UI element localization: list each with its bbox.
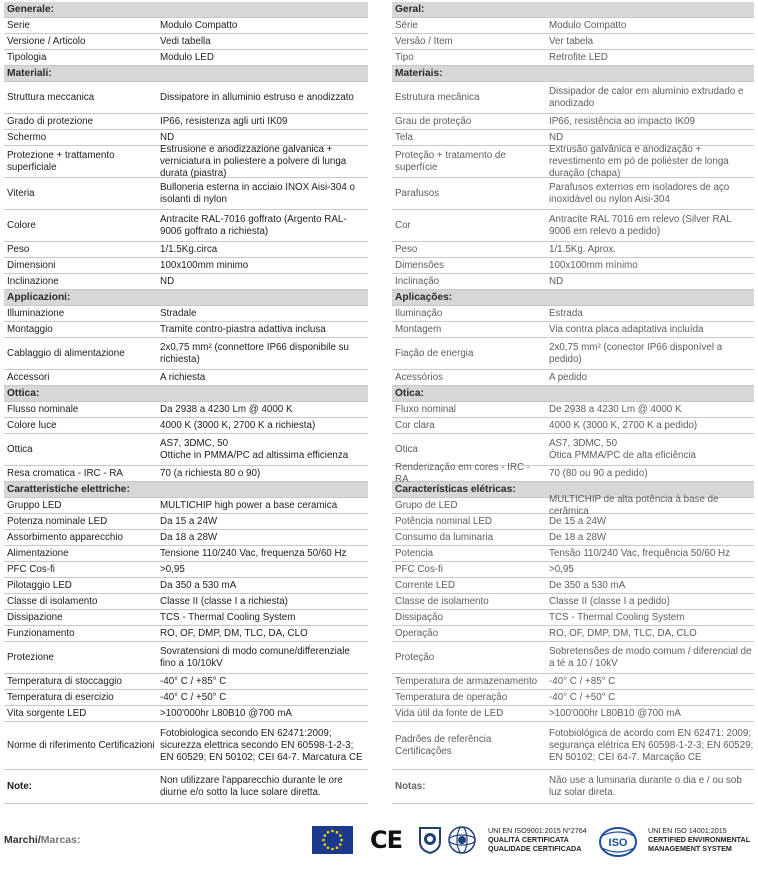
spec-label: Temperatura de operação — [395, 691, 508, 703]
spec-value: De 2938 a 4230 Lm @ 4000 K — [549, 403, 682, 415]
spec-row — [4, 626, 368, 642]
spec-value: Classe II (classe I a richiesta) — [160, 595, 288, 607]
spec-row — [4, 306, 368, 322]
spec-row — [392, 642, 754, 674]
certification-seal-icon — [418, 826, 442, 854]
spec-value: -40° C / +50° C — [160, 691, 227, 703]
spec-value: TCS - Thermal Cooling System — [549, 611, 685, 623]
spec-label: Estrutura mecânica — [395, 91, 480, 103]
spec-value: 100x100mm mínimo — [549, 259, 638, 271]
spec-value: >0,95 — [549, 563, 574, 575]
spec-value: ND — [549, 131, 564, 143]
spec-row — [4, 722, 368, 770]
spec-label: Vida útil da fonte de LED — [395, 707, 504, 719]
spec-value: MULTICHIP de alta potência à base de cerâmica — [549, 493, 719, 517]
spec-value: 4000 K (3000 K, 2700 K a richiesta) — [160, 419, 316, 431]
section-title: Materiali: — [7, 67, 52, 79]
spec-value: Fotobiologica secondo EN 62471:2009; sicurezza elettrica secondo EN 60598-1-2-3; EN 60529; EN 50102; CEI 64-7. Marcatura CE — [160, 727, 363, 763]
section-header — [392, 66, 754, 82]
spec-row — [392, 338, 754, 370]
spec-value: AS7, 3DMC, 50 Ottiche in PMMA/PC ad altissima efficienza — [160, 437, 349, 461]
spec-value: Da 2938 a 4230 Lm @ 4000 K — [160, 403, 293, 415]
spec-row — [392, 178, 754, 210]
spec-row — [392, 50, 754, 66]
spec-value: Sovratensioni di modo comune/differenziale fino a 10/10kV — [160, 645, 350, 669]
spec-label: Vita sorgente LED — [7, 707, 87, 719]
spec-value: De 15 a 24W — [549, 515, 607, 527]
section-title: Ótica: — [395, 387, 424, 399]
spec-label: Potenza nominale LED — [7, 515, 108, 527]
spec-value: Retrofite LED — [549, 51, 608, 63]
spec-label: Corrente LED — [395, 579, 455, 591]
iso-9001-line-1: UNI EN ISO9001:2015 N°2764 — [488, 826, 587, 835]
spec-row — [4, 322, 368, 338]
spec-label: Grupo de LED — [395, 499, 458, 511]
spec-label: Notas: — [395, 780, 426, 792]
spec-value: Modulo Compatto — [160, 19, 238, 31]
spec-label: Série — [395, 19, 418, 31]
spec-label: Struttura meccanica — [7, 91, 95, 103]
spec-row — [4, 546, 368, 562]
spec-label: Dissipazione — [7, 611, 63, 623]
spec-value: -40° C / +85° C — [160, 675, 227, 687]
spec-value: Estrada — [549, 307, 583, 319]
spec-value: Non utilizzare l'apparecchio durante le ore diurne e/o sotto la luce solare diretta. — [160, 774, 343, 798]
spec-value: Dissipador de calor em alumínio extrudado e anodizado — [549, 85, 744, 109]
spec-value: Modulo LED — [160, 51, 214, 63]
spec-row — [4, 143, 368, 179]
spec-label: PFC Cos-fi — [395, 563, 443, 575]
spec-row — [392, 258, 754, 274]
spec-value: Sobretensões de modo comum / diferencial de a té a 10 / 10kV — [549, 645, 752, 669]
spec-value: De 350 a 530 mA — [549, 579, 626, 591]
eu-star-icon — [323, 843, 326, 846]
section-title: Aplicações: — [395, 291, 453, 303]
spec-row — [392, 18, 754, 34]
spec-value: >0,95 — [160, 563, 185, 575]
spec-label: Accessori — [7, 371, 50, 383]
spec-label: Viteria — [7, 187, 35, 199]
spec-label: Inclinazione — [7, 275, 59, 287]
section-header — [4, 386, 368, 402]
spec-label: Padrões de referência Certificações — [395, 733, 492, 757]
eu-star-icon — [327, 846, 330, 849]
spec-row — [392, 461, 754, 485]
spec-label: Inclinação — [395, 275, 440, 287]
spec-value: Da 15 a 24W — [160, 515, 218, 527]
spec-row — [4, 690, 368, 706]
spec-label: Flusso nominale — [7, 403, 79, 415]
section-header — [4, 482, 368, 498]
section-title: Caratteristiche elettriche: — [7, 483, 130, 495]
spec-label: Classe de isolamento — [395, 595, 489, 607]
spec-value: Bulloneria esterna in acciaio INOX Aisi-304 o isolanti di nylon — [160, 181, 355, 205]
spec-row — [4, 562, 368, 578]
spec-label: Consumo da luminaria — [395, 531, 494, 543]
spec-label: Acessórios — [395, 371, 443, 383]
spec-value: Vedi tabella — [160, 35, 211, 47]
section-title: Generale: — [7, 3, 54, 15]
spec-row — [4, 114, 368, 130]
spec-row — [392, 674, 754, 690]
spec-label: Fiação de energia — [395, 347, 474, 359]
spec-row — [392, 34, 754, 50]
spec-value: 70 (a richiesta 80 o 90) — [160, 467, 261, 479]
spec-label: Cor — [395, 219, 411, 231]
spec-value: TCS - Thermal Cooling System — [160, 611, 296, 623]
spec-value: Via contra placa adaptativa incluída — [549, 323, 704, 335]
spec-label: Tipologia — [7, 51, 47, 63]
spec-value: ND — [160, 275, 175, 287]
spec-value: 70 (80 ou 90 a pedido) — [549, 467, 648, 479]
spec-value: Da 18 a 28W — [160, 531, 218, 543]
eu-star-icon — [331, 848, 334, 851]
spec-label: Norme di riferimento Certificazioni — [7, 739, 155, 751]
spec-row — [392, 493, 754, 517]
spec-value: Fotobiológica de acordo com EN 62471: 2009; segurança elétrica EN 60598-1-2-3; EN 60529; EN 50102; CEI 64-7. Marcação CE — [549, 727, 754, 763]
spec-value: Estrusione e anodizzazione galvanica + verniciatura in poliestere a polvere di lunga durata (piastra) — [160, 143, 347, 179]
spec-row — [4, 370, 368, 386]
spec-value: ND — [549, 275, 564, 287]
spec-label: Dimensões — [395, 259, 445, 271]
iso-14001-line-3: MANAGEMENT SYSTEM — [648, 844, 732, 853]
section-header — [4, 66, 368, 82]
accreditation-globe-icon — [446, 824, 478, 856]
ce-mark: CE — [370, 826, 403, 854]
spec-row — [4, 418, 368, 434]
spec-value: Dissipatore in alluminio estruso e anodizzato — [160, 91, 354, 103]
spec-label: Pilotaggio LED — [7, 579, 72, 591]
section-title: Materiais: — [395, 67, 443, 79]
spec-row — [4, 498, 368, 514]
spec-label: Dissipação — [395, 611, 443, 623]
iso-9001-text — [488, 826, 587, 853]
spec-row — [392, 418, 754, 434]
spec-row — [392, 114, 754, 130]
iso-14001-line-1: UNI EN ISO 14001:2015 — [648, 826, 727, 835]
spec-row — [4, 642, 368, 674]
spec-label: Potencia — [395, 547, 434, 559]
marks-label-it: Marchi/ — [4, 834, 41, 846]
spec-label: Fluxo nominal — [395, 403, 456, 415]
spec-label: Versão / Item — [395, 35, 453, 47]
spec-row — [4, 578, 368, 594]
spec-label: Protezione — [7, 651, 54, 663]
eu-flag-icon — [312, 826, 353, 854]
eu-star-icon — [336, 831, 339, 834]
spec-label: Grado di protezione — [7, 115, 94, 127]
certification-footer — [0, 818, 758, 871]
spec-row — [4, 82, 368, 114]
spec-value: Parafusos externos em isoladores de aço inoxidável ou nylon Aisi-304 — [549, 181, 730, 205]
spec-value: Antracite RAL-7016 goffrato (Argento RAL-9006 goffrato a richiesta) — [160, 213, 347, 237]
spec-label: Temperatura di esercizio — [7, 691, 114, 703]
spec-label: Alimentazione — [7, 547, 69, 559]
spec-row — [392, 402, 754, 418]
spec-value: 2x0,75 mm² (conector IP66 disponível a pedido) — [549, 341, 723, 365]
spec-label: Serie — [7, 19, 30, 31]
eu-star-icon — [340, 839, 343, 842]
spec-label: Peso — [395, 243, 418, 255]
spec-label: Protezione + trattamento superficiale — [7, 149, 115, 173]
spec-label: Montaggio — [7, 323, 53, 335]
spec-value: IP66, resistência ao impacto IK09 — [549, 115, 695, 127]
spec-label: Proteção + tratamento de superfície — [395, 149, 506, 173]
spec-label: Classe di isolamento — [7, 595, 98, 607]
spec-label: Renderização em cores - IRC - RA — [395, 461, 531, 485]
spec-row — [4, 178, 368, 210]
note-row — [4, 770, 368, 804]
spec-row — [392, 306, 754, 322]
spec-label: Ottica — [7, 443, 33, 455]
spec-value: RO, OF, DMP, DM, TLC, DA, CLO — [549, 627, 697, 639]
eu-star-icon — [323, 834, 326, 837]
iso-14001-text — [648, 826, 750, 853]
spec-value: Tramite contro-piastra adattiva inclusa — [160, 323, 326, 335]
spec-table-portuguese — [392, 2, 754, 804]
spec-label: Tipo — [395, 51, 414, 63]
spec-label: Gruppo LED — [7, 499, 62, 511]
spec-label: Potência nominal LED — [395, 515, 492, 527]
spec-row — [4, 338, 368, 370]
spec-label: Versione / Articolo — [7, 35, 86, 47]
eu-star-icon — [339, 843, 342, 846]
spec-label: Assorbimento apparecchio — [7, 531, 123, 543]
spec-row — [392, 530, 754, 546]
spec-value: De 18 a 28W — [549, 531, 607, 543]
section-title: Geral: — [395, 3, 425, 15]
spec-label: Colore — [7, 219, 36, 231]
marks-label — [4, 834, 80, 846]
spec-value: 2x0,75 mm² (connettore IP66 disponibile su richiesta) — [160, 341, 349, 365]
spec-label: Ótica — [395, 443, 418, 455]
spec-table-italian — [4, 2, 368, 804]
spec-row — [4, 674, 368, 690]
spec-value: Tensão 110/240 Vac, frequência 50/60 Hz — [549, 547, 731, 559]
spec-label: Operação — [395, 627, 439, 639]
spec-value: Classe II (classe I a pedido) — [549, 595, 670, 607]
spec-row — [4, 402, 368, 418]
section-header — [392, 290, 754, 306]
spec-row — [392, 143, 754, 179]
spec-label: Funzionamento — [7, 627, 75, 639]
spec-value: 1/1.5Kg. Aprox. — [549, 243, 616, 255]
spec-value: 4000 K (3000 K, 2700 K a pedido) — [549, 419, 698, 431]
spec-value: 1/1.5Kg.circa — [160, 243, 218, 255]
eu-star-icon — [331, 830, 334, 833]
section-header — [392, 386, 754, 402]
spec-row — [4, 18, 368, 34]
spec-value: IP66, resistenza agli urti IK09 — [160, 115, 288, 127]
spec-label: Cor clara — [395, 419, 435, 431]
spec-row — [392, 82, 754, 114]
spec-label: Cablaggio di alimentazione — [7, 347, 125, 359]
spec-label: Note: — [7, 780, 33, 792]
spec-label: Colore luce — [7, 419, 57, 431]
spec-row — [4, 514, 368, 530]
spec-row — [392, 274, 754, 290]
spec-value: Modulo Compatto — [549, 19, 627, 31]
section-header — [4, 2, 368, 18]
iso-9001-line-2: QUALITÀ CERTIFICATA — [488, 835, 569, 844]
spec-label: Peso — [7, 243, 30, 255]
iso-logo-icon — [598, 826, 638, 858]
eu-star-icon — [322, 839, 325, 842]
spec-value: >100'000hr L80B10 @700 mA — [160, 707, 292, 719]
spec-value: RO, OF, DMP, DM, TLC, DA, CLO — [160, 627, 308, 639]
spec-row — [4, 210, 368, 242]
spec-value: Antracite RAL 7016 em relevo (Silver RAL 9006 em relevo a pedido) — [549, 213, 732, 237]
spec-row — [392, 594, 754, 610]
spec-value: ND — [160, 131, 175, 143]
iso-14001-line-2: CERTIFIED ENVIRONMENTAL — [648, 835, 751, 844]
spec-value: A richiesta — [160, 371, 206, 383]
spec-row — [392, 706, 754, 722]
section-title: Características elétricas: — [395, 483, 516, 495]
spec-row — [4, 530, 368, 546]
spec-label: Tela — [395, 131, 413, 143]
spec-value: 100x100mm minimo — [160, 259, 249, 271]
spec-label: Resa cromatica - IRC - RA — [7, 467, 123, 479]
spec-row — [392, 690, 754, 706]
spec-row — [4, 34, 368, 50]
spec-label: Grau de proteção — [395, 115, 472, 127]
spec-value: A pedido — [549, 371, 588, 383]
spec-label: Illuminazione — [7, 307, 65, 319]
section-header — [392, 2, 754, 18]
section-title: Applicazioni: — [7, 291, 71, 303]
spec-label: PFC Cos-fi — [7, 563, 55, 575]
spec-value: >100'000hr L80B10 @700 mA — [549, 707, 681, 719]
spec-row — [4, 258, 368, 274]
spec-row — [4, 706, 368, 722]
spec-value: MULTICHIP high power a base ceramica — [160, 499, 338, 511]
iso-9001-line-3: QUALIDADE CERTIFICADA — [488, 844, 582, 853]
spec-row — [392, 626, 754, 642]
spec-label: Parafusos — [395, 187, 440, 199]
spec-label: Schermo — [7, 131, 47, 143]
spec-row — [392, 610, 754, 626]
spec-row — [392, 546, 754, 562]
spec-label: Temperatura di stoccaggio — [7, 675, 122, 687]
spec-row — [392, 370, 754, 386]
spec-value: -40° C / +85° C — [549, 675, 616, 687]
spec-row — [4, 242, 368, 258]
spec-label: Dimensioni — [7, 259, 56, 271]
spec-row — [392, 578, 754, 594]
note-row — [392, 770, 754, 804]
eu-star-icon — [336, 846, 339, 849]
spec-row — [4, 50, 368, 66]
spec-label: Montagem — [395, 323, 442, 335]
spec-label: Temperatura de armazenamento — [395, 675, 538, 687]
section-title: Ottica: — [7, 387, 40, 399]
spec-value: Da 350 a 530 mA — [160, 579, 237, 591]
iso-logo-text: ISO — [608, 837, 628, 849]
spec-row — [4, 610, 368, 626]
spec-value: Ver tabela — [549, 35, 594, 47]
spec-row — [392, 514, 754, 530]
spec-value: Tensione 110/240 Vac, frequenza 50/60 Hz — [160, 547, 347, 559]
spec-value: -40° C / +50° C — [549, 691, 616, 703]
spec-value: Não use a luminaria durante o dia e / ou sob luz solar direta. — [549, 774, 742, 798]
spec-row — [4, 466, 368, 482]
marks-label-pt: Marcas: — [40, 834, 81, 846]
spec-label: Iluminação — [395, 307, 443, 319]
spec-row — [392, 562, 754, 578]
spec-row — [4, 594, 368, 610]
spec-row — [392, 210, 754, 242]
spec-value: AS7, 3DMC, 50 Ótica PMMA/PC de alta eficiência — [549, 437, 697, 461]
eu-star-icon — [339, 834, 342, 837]
section-header — [4, 290, 368, 306]
spec-row — [392, 322, 754, 338]
eu-star-icon — [327, 831, 330, 834]
spec-row — [392, 722, 754, 770]
spec-row — [4, 434, 368, 466]
spec-row — [4, 274, 368, 290]
spec-value: Extrusão galvânica e anodização + revestimento em pó de poliéster de longa duração (chapa) — [549, 143, 729, 179]
spec-row — [392, 242, 754, 258]
spec-value: Stradale — [160, 307, 197, 319]
spec-label: Proteção — [395, 651, 435, 663]
